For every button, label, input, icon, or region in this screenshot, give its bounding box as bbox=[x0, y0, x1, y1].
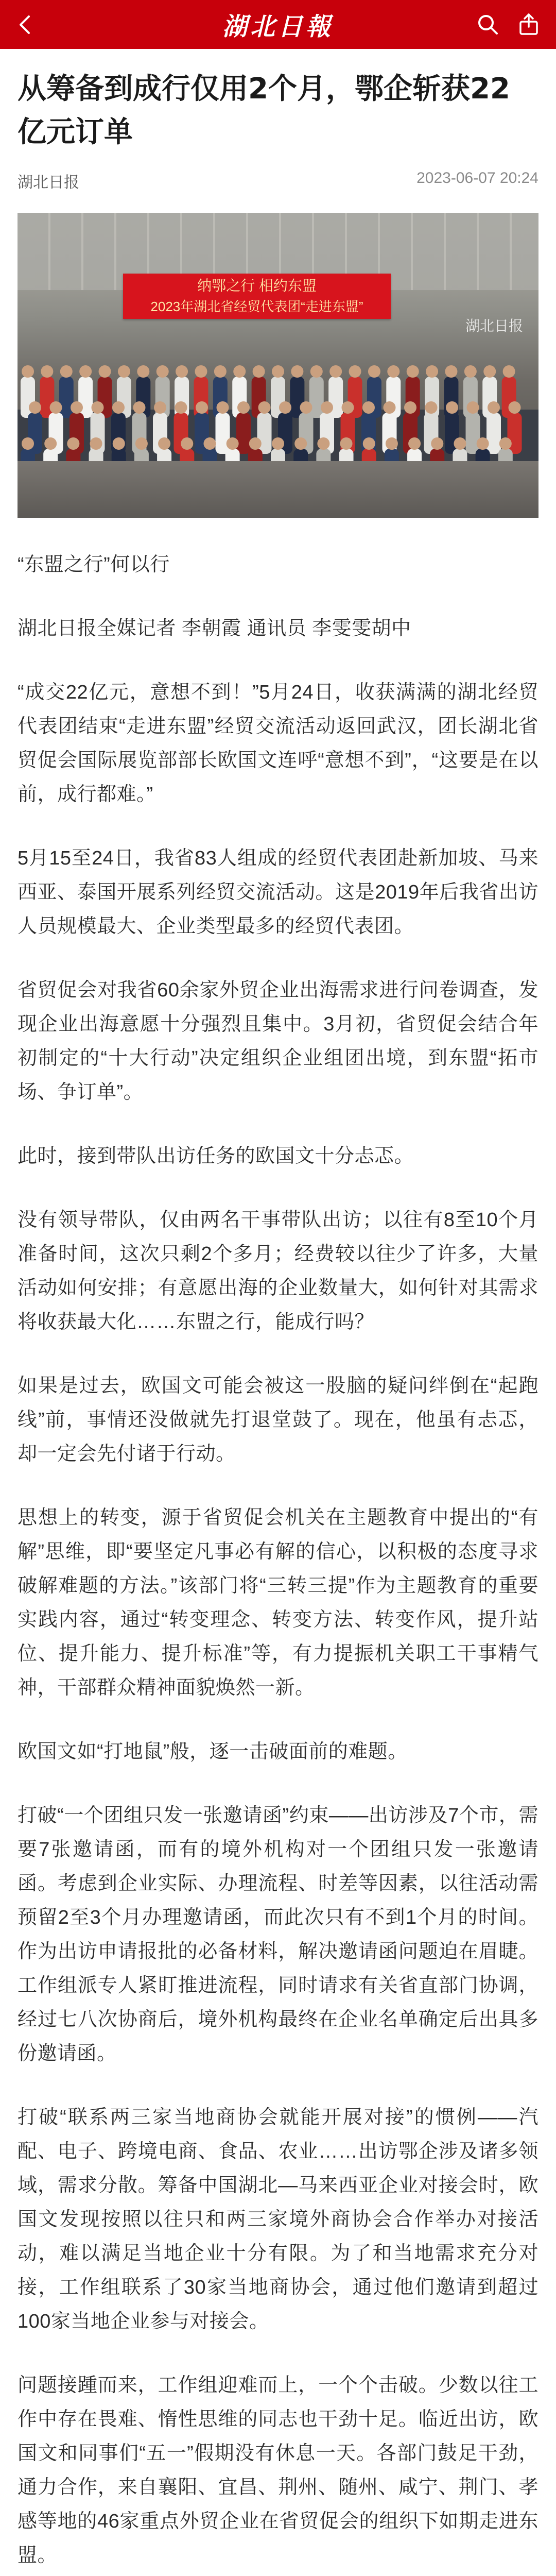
article-source: 湖北日报 bbox=[18, 174, 79, 191]
person-head bbox=[408, 437, 421, 450]
paragraph-gap bbox=[18, 811, 538, 841]
paragraph-gap bbox=[18, 2071, 538, 2100]
person-head bbox=[22, 365, 34, 378]
person-head bbox=[317, 437, 329, 450]
person-head bbox=[137, 365, 149, 378]
hero-photo[interactable] bbox=[18, 213, 538, 518]
person-head bbox=[340, 437, 353, 450]
person-figure bbox=[466, 413, 480, 454]
person-head bbox=[272, 365, 284, 378]
paragraph-gap bbox=[18, 1471, 538, 1501]
person-head bbox=[294, 437, 307, 450]
person-head bbox=[404, 401, 416, 414]
person-head bbox=[154, 401, 166, 414]
person-head bbox=[387, 365, 399, 378]
person-head bbox=[509, 401, 521, 414]
article-paragraph: 打破“联系两三家当地商协会就能开展对接”的惯例——汽配、电子、跨境电商、食品、农业……出访鄂企涉及诸多领域，需求分散。筹备中国湖北—马来西亚企业对接会时，欧国文发现按照以往只和两三家境外商协会合作举办对接活动，难以满足当地企业十分有限。为了和当地需求充分对接，工作组联系了30家当地商协会，通过他们邀请到超过100家当地企业参与对接会。 bbox=[18, 2107, 538, 2332]
article-paragraph: 湖北日报全媒记者 李朝霞 通讯员 李雯雯胡中 bbox=[18, 618, 411, 639]
person-head bbox=[133, 401, 146, 414]
person-figure bbox=[59, 377, 74, 418]
person-head bbox=[384, 401, 396, 414]
paragraph-gap bbox=[18, 646, 538, 675]
person-head bbox=[176, 365, 188, 378]
person-head bbox=[386, 437, 398, 450]
person-figure bbox=[309, 377, 324, 418]
person-head bbox=[291, 365, 303, 378]
delegation-banner: 纳鄂之行 相约东盟 2023年湖北省经贸代表团“走进东盟” bbox=[123, 274, 391, 319]
top-nav-bar bbox=[0, 0, 556, 49]
person-head bbox=[237, 401, 250, 414]
article-paragraph: 欧国文如“打地鼠”般，逐一击破面前的难题。 bbox=[18, 1741, 408, 1762]
person-head bbox=[477, 437, 489, 450]
paragraph-list bbox=[18, 518, 538, 2576]
article-title: 从筹备到成行仅用2个月，鄂企斩获22亿元订单 bbox=[18, 72, 510, 149]
paragraph-gap bbox=[18, 1339, 538, 1369]
paragraph-gap bbox=[18, 518, 538, 548]
person-head bbox=[272, 437, 284, 450]
person-head bbox=[22, 437, 34, 450]
person-head bbox=[158, 437, 170, 450]
person-head bbox=[467, 401, 479, 414]
article-paragraph: 此时，接到带队出访任务的欧国文十分忐忑。 bbox=[18, 1145, 414, 1167]
person-head bbox=[181, 437, 193, 450]
article-paragraph: 如果是过去，欧国文可能会被这一股脑的疑问绊倒在“起跑线”前，事情还没做就先打退堂鼓了。现在，他虽有忐忑，却一定会先付诸于行动。 bbox=[18, 1375, 538, 1465]
article-paragraph: 问题接踵而来，工作组迎难而上，一个个击破。少数以往工作中存在畏难、惰性思维的同志也干劲十足。临近出访，欧国文和同事们“五一”假期没有休息一天。各部门鼓足干劲，通力合作，来自襄阳、宜昌、荆州、随州、咸宁、荆门、孝感等地的46家重点外贸企业在省贸促会的组织下如期走进东盟。 bbox=[18, 2375, 538, 2566]
paragraph-gap bbox=[18, 1173, 538, 1203]
person-head bbox=[253, 365, 265, 378]
person-head bbox=[368, 365, 380, 378]
person-head bbox=[113, 437, 125, 450]
article-paragraph: 思想上的转变，源于省贸促会机关在主题教育中提出的“有解”思维，即“要坚定凡事必有解的信心，以积极的态度寻求破解难题的方法。”该部门将“三转三提”作为主题教育的重要实践内容，通过“转变理念、转变方法、转变作风，提升站位、提升能力、提升标准”等，有力提振机关职工干事精气神，干部群众精神面貌焕然一新。 bbox=[18, 1507, 538, 1699]
person-head bbox=[195, 365, 207, 378]
person-head bbox=[249, 437, 262, 450]
person-head bbox=[483, 365, 496, 378]
person-head bbox=[217, 401, 229, 414]
article-paragraph: 打破“一个团组只发一张邀请函”约束——出访涉及7个市，需要7张邀请函，而有的境外机构对一个团组只发一张邀请函。考虑到企业实际、办理流程、时差等因素，以往活动需预留2至3个月办理邀请函，而此次只有不到1个月的时间。作为出访申请报批的必备材料，解决邀请函问题迫在眉睫。工作组派专人紧盯推进流程，同时请求有关省直部门协调，经过七八次协商后，境外机构最终在企业名单确定后出具多份邀请函。 bbox=[18, 1805, 538, 2064]
person-head bbox=[99, 365, 111, 378]
person-head bbox=[233, 365, 246, 378]
person-head bbox=[279, 401, 291, 414]
person-head bbox=[214, 365, 227, 378]
person-head bbox=[258, 401, 271, 414]
person-head bbox=[50, 401, 62, 414]
article-paragraph: 5月15至24日，我省83人组成的经贸代表团赴新加坡、马来西亚、泰国开展系列经贸交流活动。这是2019年后我省出访人员规模最大、企业类型最多的经贸代表团。 bbox=[18, 848, 538, 937]
person-figure bbox=[486, 413, 501, 454]
paragraph-gap bbox=[18, 943, 538, 973]
person-head bbox=[445, 365, 457, 378]
person-head bbox=[464, 365, 477, 378]
person-head bbox=[488, 401, 500, 414]
person-figure bbox=[216, 413, 230, 454]
person-head bbox=[454, 437, 466, 450]
photo-watermark: 湖北日报 bbox=[465, 318, 523, 334]
person-head bbox=[112, 401, 125, 414]
search-icon[interactable] bbox=[476, 12, 499, 36]
newspaper-logo: 湖北日報 bbox=[222, 12, 334, 41]
paragraph-gap bbox=[18, 1769, 538, 1799]
article-meta bbox=[18, 170, 538, 192]
person-head bbox=[227, 437, 239, 450]
person-head bbox=[425, 401, 438, 414]
person-head bbox=[44, 437, 57, 450]
article-paragraph: 省贸促会对我省60余家外贸企业出海需求进行问卷调查，发现企业出海意愿十分强烈且集中。3月初，省贸促会结合年初制定的“十大行动”决定组织企业组团出境，到东盟“拓市场、争订单”。 bbox=[18, 979, 538, 1103]
person-head bbox=[90, 437, 102, 450]
person-head bbox=[29, 401, 41, 414]
article-paragraph: 没有领导带队，仅由两名干事带队出访；以往有8至10个月准备时间，这次只剩2个多月；经费较以往少了许多，大量活动如何安排；有意愿出海的企业数量大，如何针对其需求将收获最大化……东盟之行，能成行吗？ bbox=[18, 1209, 538, 1333]
article-body bbox=[0, 67, 556, 2576]
person-head bbox=[349, 365, 361, 378]
person-head bbox=[71, 401, 83, 414]
share-icon[interactable] bbox=[517, 12, 541, 36]
paragraph-gap bbox=[18, 2572, 538, 2576]
person-head bbox=[503, 365, 515, 378]
person-head bbox=[118, 365, 130, 378]
person-head bbox=[79, 365, 92, 378]
person-head bbox=[203, 437, 216, 450]
person-head bbox=[41, 365, 53, 378]
person-head bbox=[363, 437, 375, 450]
person-head bbox=[362, 401, 375, 414]
article-paragraph: “东盟之行”何以行 bbox=[18, 554, 170, 575]
person-head bbox=[135, 437, 148, 450]
person-head bbox=[431, 437, 443, 450]
person-head bbox=[426, 365, 438, 378]
person-head bbox=[67, 437, 79, 450]
paragraph-gap bbox=[18, 582, 538, 612]
person-head bbox=[499, 437, 512, 450]
person-head bbox=[175, 401, 187, 414]
person-head bbox=[60, 365, 73, 378]
photo-floor bbox=[18, 461, 538, 518]
article-paragraph: “成交22亿元，意想不到！”5月24日，收获满满的湖北经贸代表团结束“走进东盟”经贸交流活动返回武汉，团长湖北省贸促会国际展览部部长欧国文连呼“意想不到”，“这要是在以前，成行都难。” bbox=[18, 682, 538, 805]
paragraph-gap bbox=[18, 2338, 538, 2368]
person-head bbox=[329, 365, 342, 378]
back-arrow-icon[interactable] bbox=[14, 13, 37, 36]
paragraph-gap bbox=[18, 1109, 538, 1139]
person-head bbox=[310, 365, 323, 378]
person-head bbox=[446, 401, 458, 414]
person-head bbox=[157, 365, 169, 378]
article-date: 2023-06-07 20:24 bbox=[416, 170, 538, 187]
person-head bbox=[300, 401, 312, 414]
paragraph-gap bbox=[18, 1705, 538, 1735]
person-figure bbox=[236, 413, 251, 454]
person-head bbox=[321, 401, 333, 414]
person-head bbox=[342, 401, 354, 414]
person-head bbox=[196, 401, 208, 414]
person-head bbox=[92, 401, 104, 414]
person-head bbox=[407, 365, 419, 378]
